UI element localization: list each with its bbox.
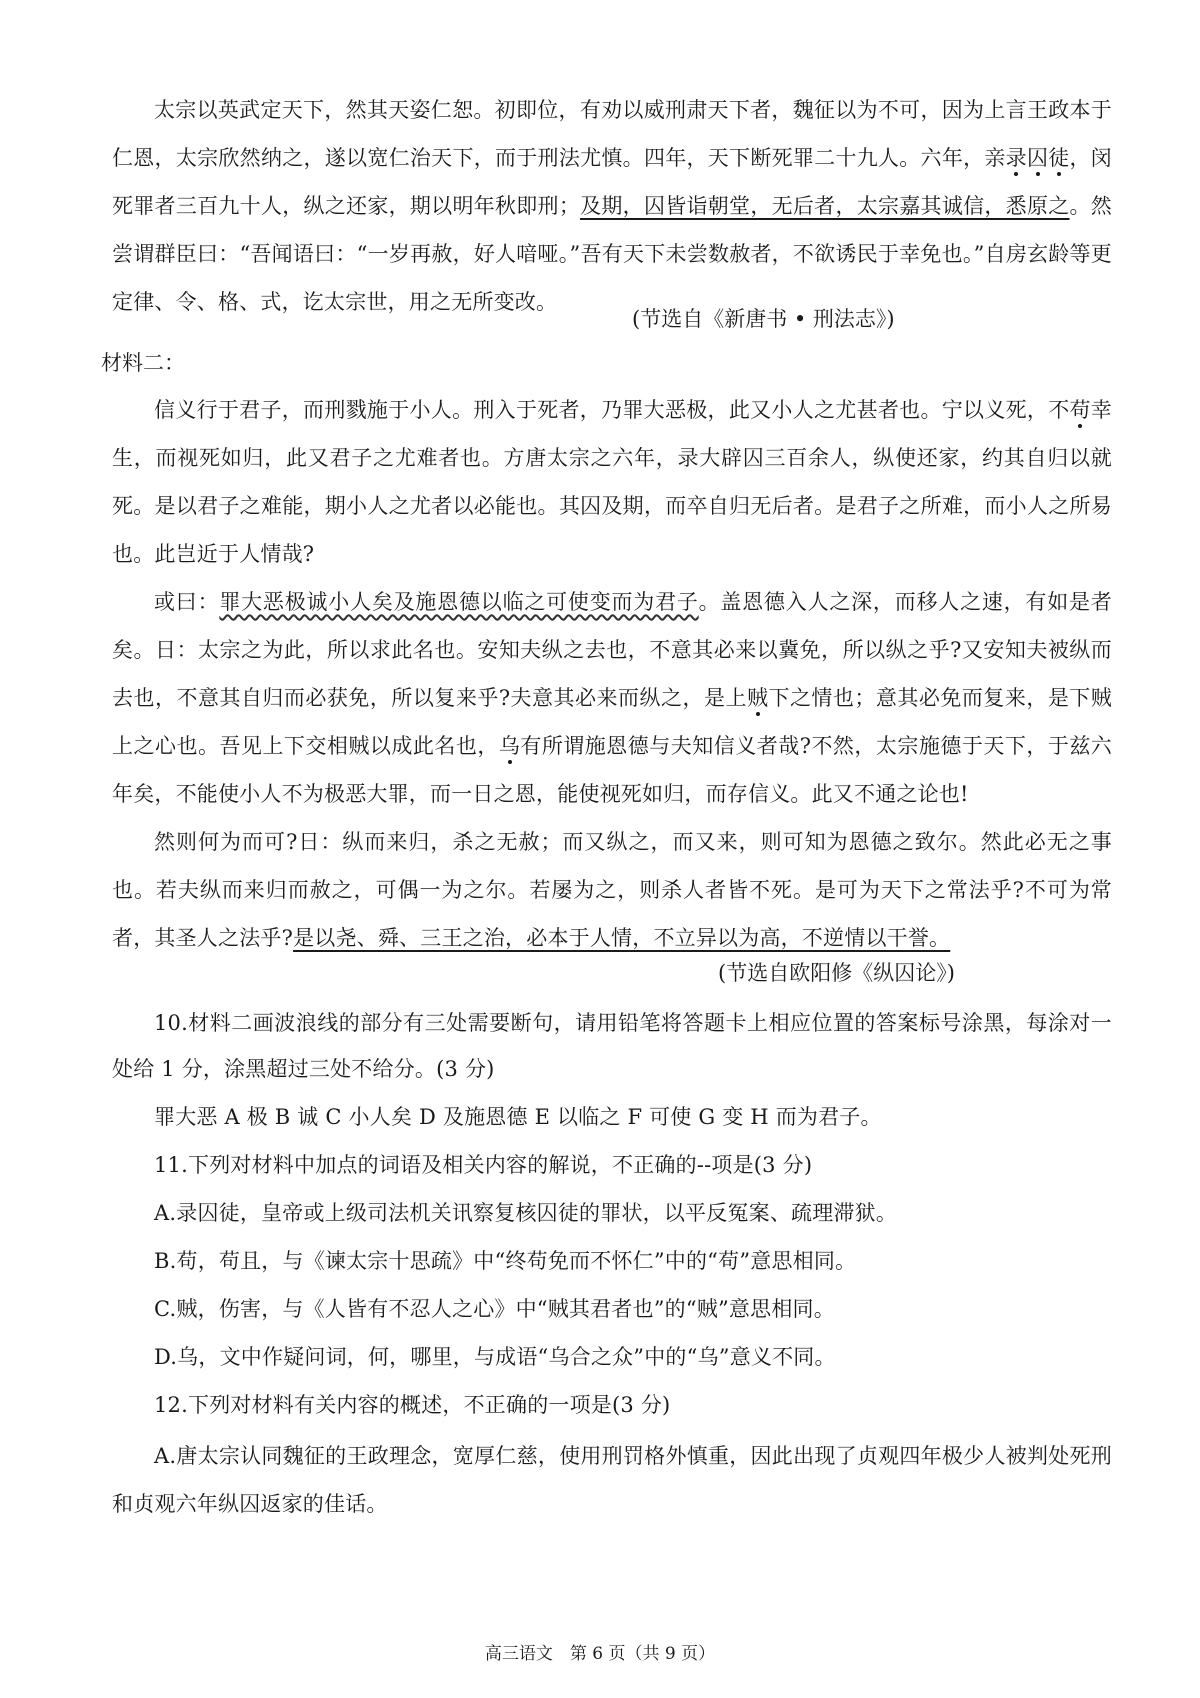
- material2-paragraph-2: [112, 578, 1112, 818]
- dotted-char: 徒: [1048, 146, 1070, 170]
- text-run: 有所谓施恩德与夫知信义者哉?不然，太宗施德于天下，于兹六年矣，不能使小人不为极恶大罪，而一日之恩，能使视死如归，而存信义。此又不通之论也!: [112, 734, 1113, 806]
- dotted-char: 乌: [498, 734, 521, 758]
- material1-paragraph: [112, 86, 1112, 326]
- dotted-char: 贼: [746, 686, 769, 710]
- material2-source: (节选自欧阳修《纵囚论》): [718, 961, 955, 985]
- question-12-option-a: A.唐太宗认同魏征的王政理念，宽厚仁慈，使用刑罚格外慎重，因此出现了贞观四年极少人被判处死刑和贞观六年纵囚返家的佳话。: [112, 1444, 1112, 1516]
- underlined-sentence: 及期，囚皆诣朝堂，无后者，太宗嘉其诚信，悉原之: [580, 194, 1070, 218]
- question-11-stem: 11.下列对材料中加点的词语及相关内容的解说，不正确的--项是(3 分): [154, 1153, 813, 1177]
- dotted-char: 囚: [1026, 146, 1049, 170]
- question-12-stem: 12.下列对材料有关内容的概述，不正确的一项是(3 分): [154, 1393, 671, 1417]
- question-11-option-b: B.苟，苟且，与《谏太宗十思疏》中“终苟免而不怀仁”中的“苟”意思相同。: [154, 1249, 857, 1273]
- text-run: 下之情也；意其必免而复来，是下贼上之心也。吾见上下交相贼以成此名也，: [112, 686, 1112, 758]
- question-10-stem: 10.材料二画波浪线的部分有三处需要断句，请用铅笔将答题卡上相应位置的答案标号涂黑，每涂对一处给 1 分，涂黑超过三处不给分。(3 分): [112, 1011, 1112, 1081]
- text-run: 。盖恩德入人之深，而移人之速，有如是者矣。日：太宗之为此，所以求此名也。安知夫纵之去也，不意其必来以冀免，所以纵之乎?又安知夫被纵而去也，不意其自归而必获免，所以复来乎?夫意其必来而纵之，是上: [112, 590, 1112, 710]
- underlined-sentence: 是以尧、舜、三王之治，必本于人情，不立异以为高，不逆情以干誉。: [293, 926, 951, 950]
- material2-paragraph-1: [112, 386, 1112, 578]
- text-run: ，闵死罪者三百九十人，纵之还家，期以明年秋即刑；: [112, 146, 1112, 218]
- question-10-options: 罪大恶 A 极 B 诚 C 小人矣 D 及施恩德 E 以临之 F 可使 G 变 H 而为君子。: [154, 1105, 882, 1129]
- text-run: 。然尝谓群臣曰：“吾闻语曰：“一岁再赦，好人喑哑。”吾有天下未尝数赦者，不欲诱民于幸免也。”自房玄龄等更定律、令、格、式，讫太宗世，用之无所变改。: [112, 194, 1112, 314]
- text-run: 然则何为而可?日：纵而来归，杀之无赦；而又纵之，而又来，则可知为恩德之致尔。然此必无之事也。若夫纵而来归而赦之，可偶一为之尔。若屡为之，则杀人者皆不死。是可为天下之常法乎?不可为常者，其圣人之法乎?: [112, 830, 1112, 950]
- question-11-option-d: D.乌，文中作疑问词，何，哪里，与成语“乌合之众”中的“乌”意义不同。: [154, 1345, 836, 1369]
- text-run: 信义行于君子，而刑戮施于小人。刑入于死者，乃罪大恶极，此又小人之尤甚者也。宁以义死，不: [154, 398, 1070, 422]
- wavy-underlined-sentence: 罪大恶极诚小人矣及施恩德以临之可使变而为君子: [219, 590, 699, 614]
- text-run: 太宗以英武定天下，然其天姿仁恕。初即位，有劝以威刑肃天下者，魏征以为不可，因为上言王政本于仁恩，太宗欣然纳之，遂以宽仁治天下，而于刑法尤慎。四年，天下断死罪二十九人。六年，亲: [112, 98, 1112, 170]
- material2-title: 材料二：: [101, 351, 185, 375]
- dotted-char: 苟: [1069, 398, 1091, 422]
- material1-source: (节选自《新唐书 • 刑法志》): [632, 307, 895, 331]
- dotted-char: 录: [1005, 146, 1027, 170]
- text-run: 幸生，而视死如归，此又君子之尤难者也。方唐太宗之六年，录大辟囚三百余人，纵使还家，约其自归以就死。是以君子之难能，期小人之尤者以必能也。其囚及期，而卒自归无后者。是君子之所难，而小人之所易也。此岂近于人情哉?: [112, 398, 1112, 566]
- text-run: 或曰：: [154, 590, 220, 614]
- question-11-option-c: C.贼，伤害，与《人皆有不忍人之心》中“贼其君者也”的“贼”意思相同。: [154, 1297, 835, 1321]
- page-footer: 高三语文 第 6 页（共 9 页）: [484, 1644, 716, 1664]
- question-11-option-a: A.录囚徒，皇帝或上级司法机关讯察复核囚徒的罪状，以平反冤案、疏理滞狱。: [154, 1201, 898, 1225]
- material2-paragraph-3: [112, 818, 1112, 962]
